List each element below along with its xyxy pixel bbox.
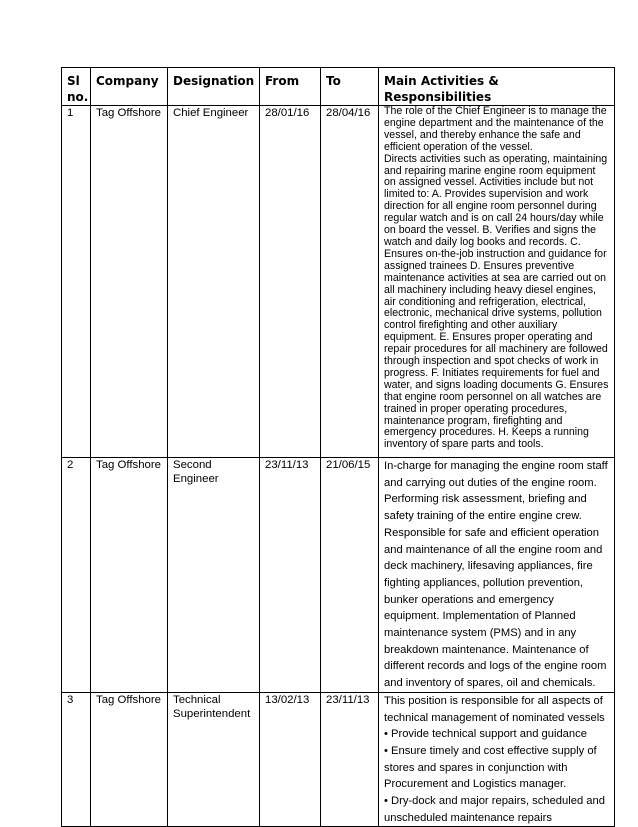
row-from-date: 28/01/16: [260, 106, 321, 458]
row-sl-no: 3: [62, 692, 91, 827]
table-header-row: [62, 68, 615, 106]
table-row: [62, 106, 615, 458]
row-from-date: 23/11/13: [260, 458, 321, 693]
row-to-date: 23/11/13: [321, 692, 379, 827]
experience-table: [61, 67, 615, 827]
row-sl-no: 1: [62, 106, 91, 458]
table-row: [62, 458, 615, 693]
activity-bullet: • Ensure timely and cost effective supply of stores and spares in conjunction with Procurement and Logistics manager.: [384, 744, 597, 791]
header-from: From: [260, 68, 321, 106]
row-designation: Second Engineer: [168, 458, 260, 693]
row-sl-no: 2: [62, 458, 91, 693]
row-to-date: 28/04/16: [321, 106, 379, 458]
header-designation: Designation: [168, 68, 260, 106]
row-company: Tag Offshore: [91, 692, 168, 827]
activity-paragraph: The role of the Chief Engineer is to manage the engine department and the maintenance of the vessel, and thereby enhance the safe and efficient operation of the vessel.: [384, 105, 607, 153]
row-activities: [379, 458, 615, 693]
header-sl-no: Sl no.: [62, 68, 91, 106]
table-row: [62, 692, 615, 827]
activity-paragraph: In-charge for managing the engine room staff and carrying out duties of the engine room. Performing risk assessment, briefing and safety training of the entire engine crew. Responsible for safe and efficient operation and maintenance of all the engine room and deck machinery, lifesaving appliances, fire fighting appliances, pollution prevention, bunker operations and emergency equipment. Implementation of Planned maintenance system (PMS) and in any breakdown maintenance. Maintenance of different records and logs of the engine room and inventory of spares, oil and chemicals.: [384, 460, 608, 690]
activity-paragraph: Directs activities such as operating, maintaining and repairing marine engine room equipment on assigned vessel. Activities include but not limited to: A. Provides supervision and work direction for all engine room personnel during regular watch and is on call 24 hours/day while on board the vessel. B. Verifies and signs the watch and daily log books and records. C. Ensures on-the-job instruction and guidance for assigned trainees D. Ensures preventive maintenance activities at sea are carried out on all machinery including heavy diesel engines, air conditioning and refrigeration, electrical, electronic, mechanical drive systems, pollution control firefighting and other auxiliary equipment. E. Ensures proper operating and repair procedures for all machinery are followed through inspection and spot checks of work in progress. F. Initiates requirements for fuel and water, and signs loading documents G. Ensures that engine room personnel on all watches are trained in proper operating procedures, maintenance program, firefighting and emergency procedures. H. Keeps a running inventory of spare parts and tools.: [384, 152, 609, 451]
header-activities: Main Activities & Responsibilities: [379, 68, 615, 106]
row-to-date: 21/06/15: [321, 458, 379, 693]
row-activities: [379, 692, 615, 827]
header-to: To: [321, 68, 379, 106]
row-activities: [379, 106, 615, 458]
row-from-date: 13/02/13: [260, 692, 321, 827]
row-company: Tag Offshore: [91, 458, 168, 693]
row-company: Tag Offshore: [91, 106, 168, 458]
header-company: Company: [91, 68, 168, 106]
activity-bullet: • Provide technical support and guidance: [384, 728, 587, 741]
row-designation: Chief Engineer: [168, 106, 260, 458]
activity-paragraph: This position is responsible for all aspects of technical management of nominated vessels: [384, 694, 605, 724]
row-designation: Technical Superintendent: [168, 692, 260, 827]
activity-bullet: • Dry-dock and major repairs, scheduled and unscheduled maintenance repairs: [384, 795, 605, 824]
